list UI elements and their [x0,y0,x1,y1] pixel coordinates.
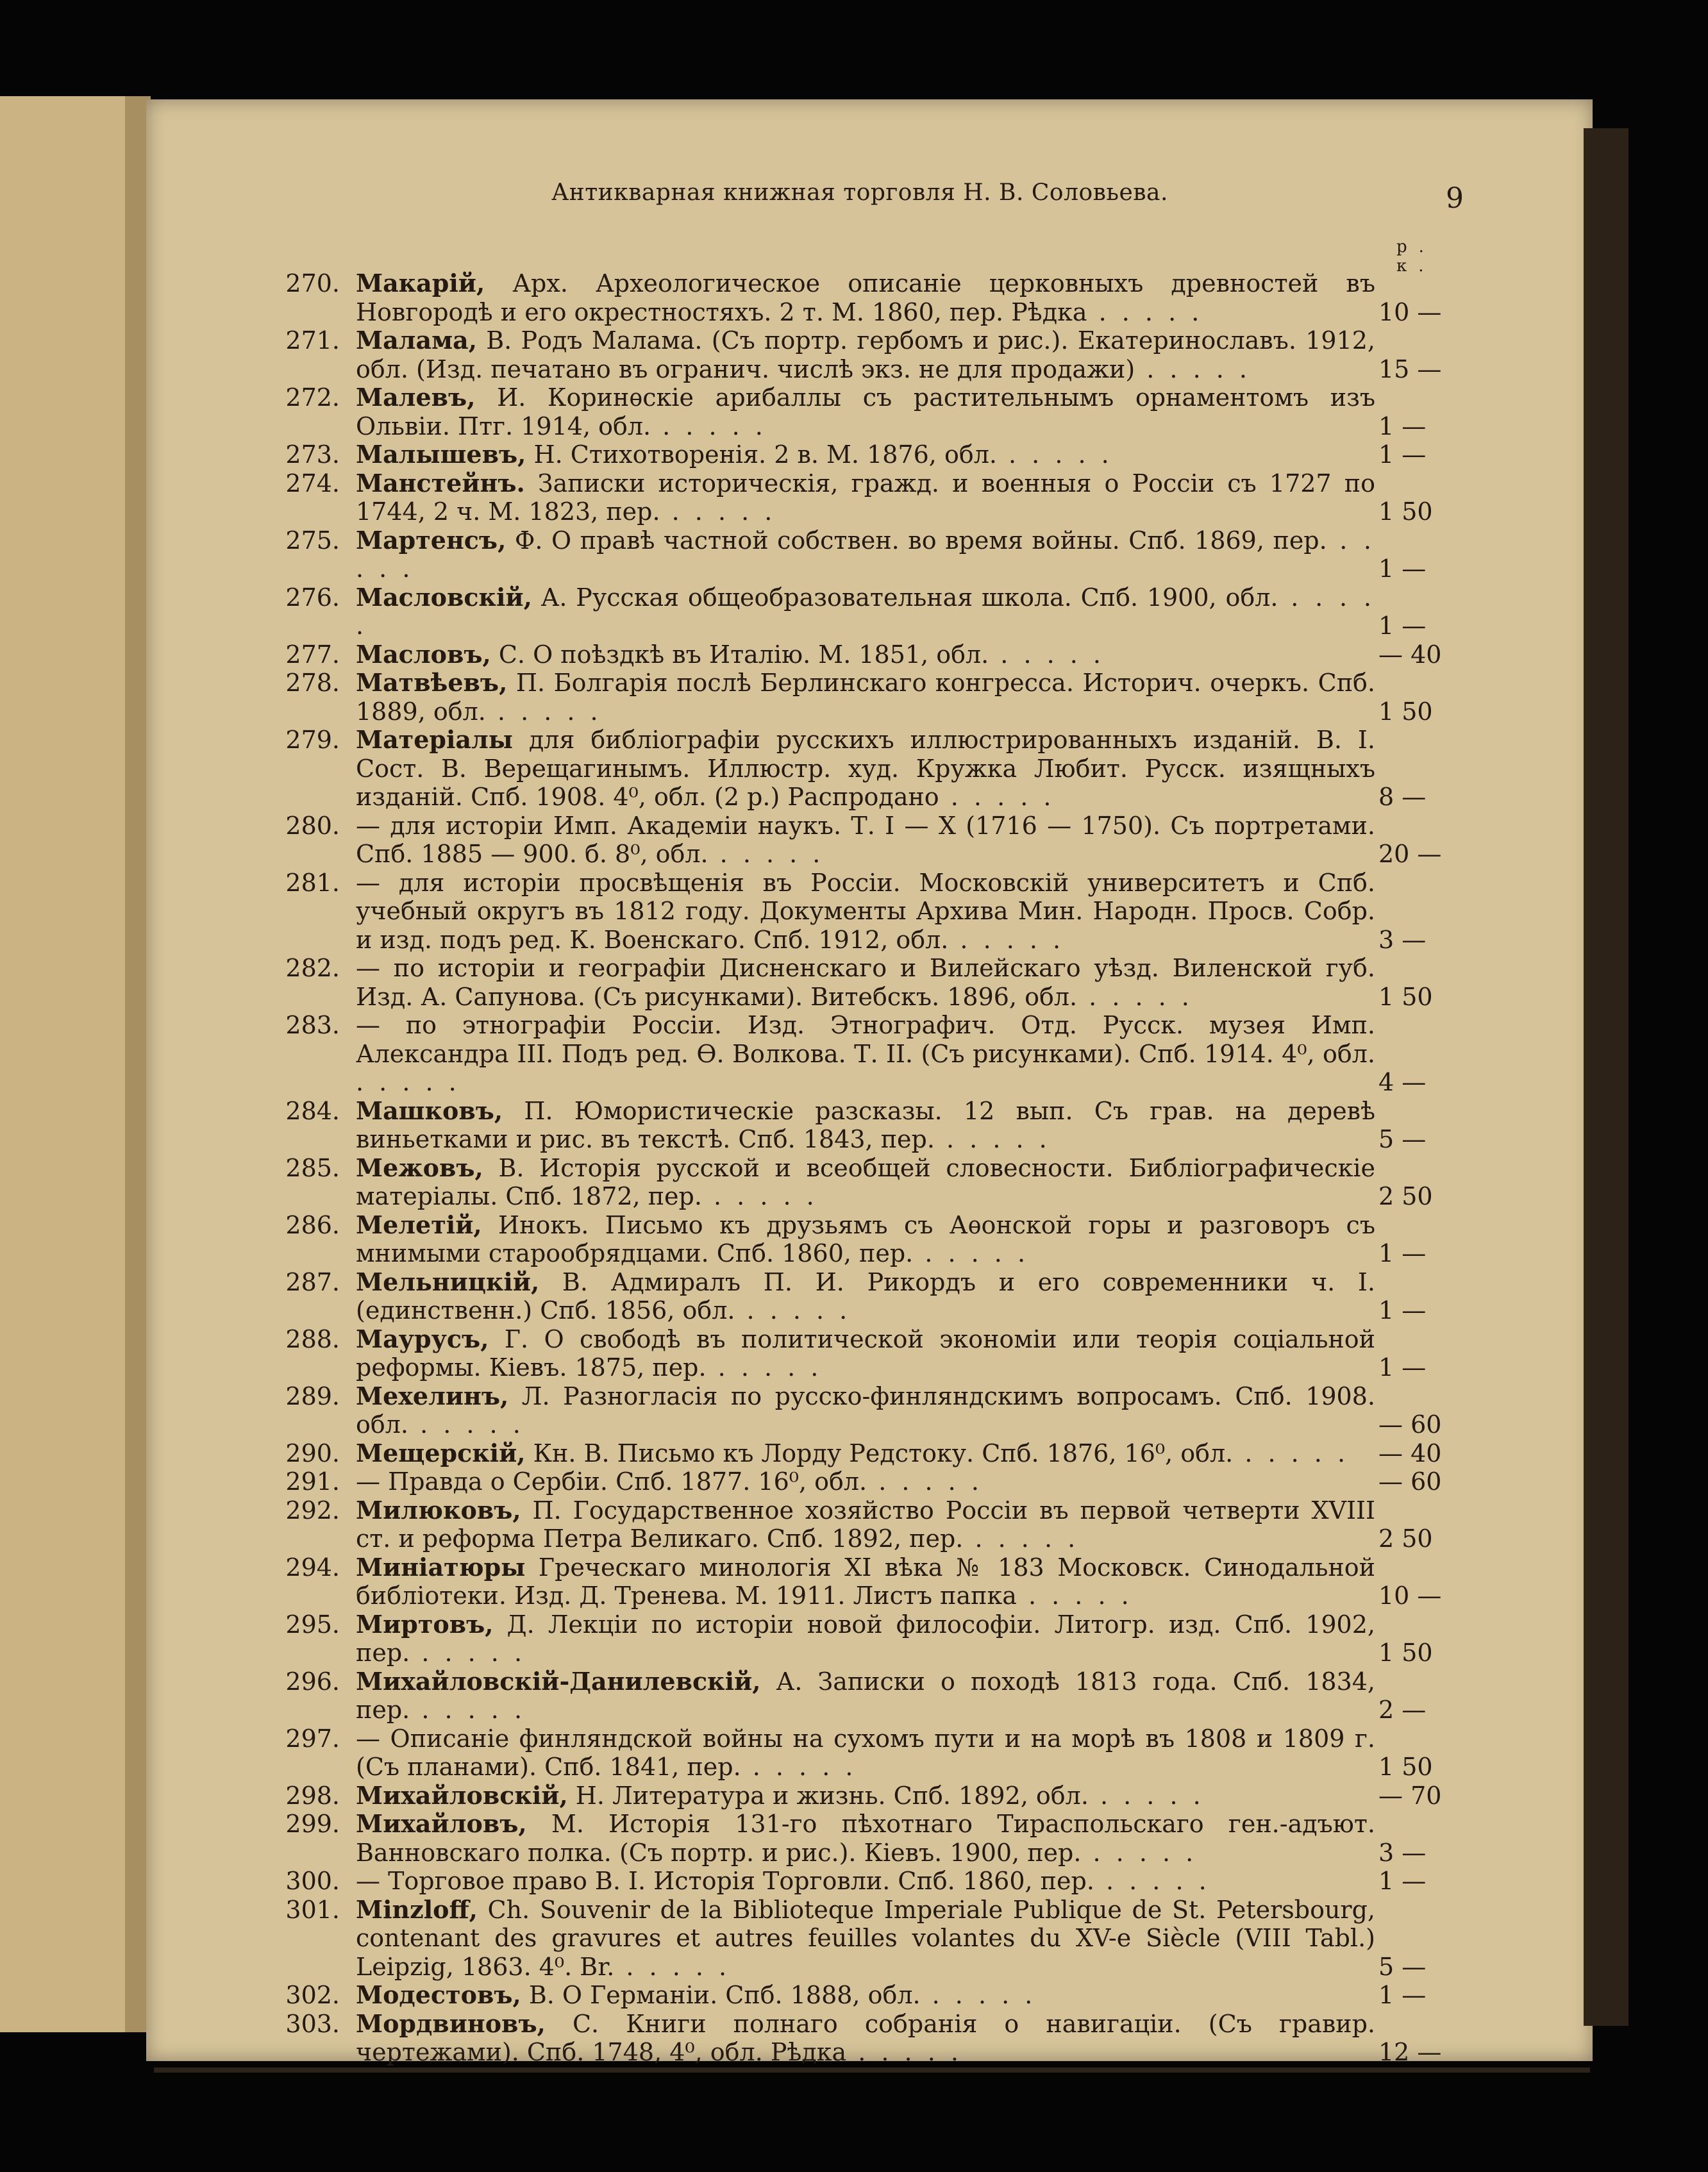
leader-dots: . . . . . [948,925,1065,954]
entry-text: С. О поѣздкѣ въ Италію. М. 1851, обл. [490,640,989,669]
entry-text: Инокъ. Письмо къ друзьямъ съ Аѳонской горы и разговоръ съ мнимыми старообрядцами. Спб. 1860, пер. [356,1210,1375,1267]
page-number: 9 [1446,182,1464,215]
catalog-entry [276,1011,1475,1097]
entry-price: — 70 [1378,1781,1442,1810]
entry-price: 1 — [1378,1981,1427,2009]
catalog-entry [276,640,1475,669]
entry-text: Ch. Souvenir de la Biblioteque Imperiale Publique de St. Petersbourg, contenant des gravures et autres feuilles volantes du XV-e Siècle (VIII Tabl.) Leipzig, 1863. 4⁰. Br. [356,1895,1375,1981]
entry-number: 283. [285,1011,340,1039]
entry-text: Записки историческія, гражд. и военныя о Россіи съ 1727 по 1744, 2 ч. М. 1823, пер. [356,469,1375,526]
entry-text: С. Книги полнаго собранія о навигаціи. (Съ гравир. чертежами). Спб. 1748, 4⁰, обл. Рѣдка [356,2009,1375,2066]
entry-price: 15 — [1378,355,1442,383]
entry-number: 292. [285,1496,340,1525]
catalog-entry [276,326,1475,383]
entry-price: — 60 [1378,1467,1442,1496]
entry-author: Михайловскій-Данилевскій, [356,1666,761,1696]
catalog-entry [276,526,1475,583]
entry-text: — по этнографіи Россіи. Изд. Этнографич. Отд. Русск. музея Имп. Александра III. Подъ ред. Ѳ. Волкова. Т. II. (Съ рисунками). Спб. 1914. 4⁰, обл. [356,1011,1375,1068]
entry-price: 1 50 [1378,1639,1433,1667]
entry-author: Михайловскій, [356,1780,568,1810]
entry-price: 8 — [1378,783,1427,811]
entry-number: 280. [285,811,340,840]
catalog-entry [276,1467,1475,1496]
entry-number: 300. [285,1867,340,1895]
catalog-entries [276,269,1475,2067]
entry-price: 4 — [1378,1068,1427,1096]
catalog-entry [276,583,1475,640]
leader-dots: . . . . . [651,412,767,440]
entry-description [356,640,1375,669]
leader-dots: . . . . . [708,840,825,868]
entry-description [356,1382,1375,1439]
entry-price: 1 50 [1378,1753,1433,1781]
entry-number: 297. [285,1724,340,1753]
leader-dots: . . . . . [1088,1781,1205,1810]
entry-description [356,469,1375,526]
leader-dots: . . . . . [920,1981,1037,2009]
entry-number: 301. [285,1895,340,1924]
entry-description [356,954,1375,1011]
leader-dots: . . . . . [356,1068,460,1096]
entry-price: — 60 [1378,1410,1442,1439]
entry-number: 298. [285,1781,340,1810]
catalog-entry [276,2010,1475,2067]
catalog-entry [276,1154,1475,1211]
entry-price: 3 — [1378,1838,1427,1867]
entry-description [356,326,1375,383]
entry-description [356,1011,1375,1097]
entry-price: 20 — [1378,840,1442,868]
entry-price: 1 — [1378,612,1427,640]
catalog-entry [276,1896,1475,1982]
entry-text: В. О Германіи. Спб. 1888, обл. [521,1981,921,2009]
catalog-entry [276,812,1475,869]
entry-number: 303. [285,2009,340,2038]
catalog-entry [276,469,1475,526]
catalog-entry [276,1211,1475,1268]
entry-author: Мехелинъ, [356,1381,509,1410]
catalog-entry [276,1439,1475,1468]
entry-number: 294. [285,1553,340,1582]
leader-dots: . . . . . [660,497,776,526]
leader-dots: . . . . . [356,526,1375,583]
leader-dots: . . . . . [1016,1582,1133,1610]
entry-price: 5 — [1378,1125,1427,1153]
leader-dots: . . . . . [701,1182,818,1210]
leader-dots: . . . . . [996,440,1113,469]
entry-price: 2 50 [1378,1182,1433,1210]
leader-dots: . . . . . [1087,297,1203,326]
entry-text: Л. Разногласія по русско-финляндскимъ вопросамъ. Спб. 1908. обл. [356,1382,1375,1439]
entry-text: Н. Стихотворенія. 2 в. М. 1876, обл. [526,440,997,469]
entry-price: 2 — [1378,1696,1427,1724]
entry-price: 5 — [1378,1952,1427,1981]
entry-description [356,1154,1375,1211]
entry-description [356,669,1375,726]
catalog-entry [276,1782,1475,1810]
entry-author: Малышевъ, [356,440,526,469]
entry-price: 12 — [1378,2038,1442,2066]
entry-author: Модестовъ, [356,1980,521,2009]
entry-author: Манстейнъ. [356,468,525,497]
entry-author: Макарій, [356,269,485,297]
catalog-entry [276,1981,1475,2010]
entry-number: 288. [285,1324,340,1353]
entry-number: 299. [285,1810,340,1838]
catalog-entry [276,669,1475,726]
entry-price: 1 — [1378,412,1427,440]
catalog-entry [276,869,1475,955]
entry-author: Малама, [356,326,477,355]
entry-author: Миніатюры [356,1552,526,1582]
entry-text: Д. Лекціи по исторіи новой философіи. Литогр. изд. Спб. 1902, пер. [356,1610,1375,1667]
catalog-entry [276,1667,1475,1725]
leader-dots: . . . . . [867,1467,983,1496]
entry-description [356,1211,1375,1268]
entry-price: — 40 [1378,640,1442,669]
leader-dots: . . . . . [1094,1867,1210,1895]
entry-description [356,440,1375,469]
entry-number: 275. [285,526,340,555]
catalog-entry [276,1810,1475,1867]
entry-text: П. Юмористическіе разсказы. 12 вып. Съ грав. на деревѣ виньетками и рис. въ текстѣ. Спб. 1843, пер. [356,1096,1375,1153]
entry-description [356,1325,1375,1382]
catalog-entry [276,1725,1475,1782]
entry-text: А. Русская общеобразовательная школа. Спб. 1900, обл. [532,583,1278,612]
entry-description [356,1896,1375,1982]
entry-description [356,1782,1375,1810]
entry-text: Н. Литература и жизнь. Спб. 1892, обл. [567,1781,1089,1810]
leader-dots: . . . . . [989,640,1105,669]
entry-price: 1 — [1378,440,1427,469]
entry-author: Машковъ, [356,1096,503,1125]
entry-author: Матеріалы [356,725,513,754]
catalog-entry [276,1382,1475,1439]
entry-number: 285. [285,1153,340,1182]
entry-text: Греческаго минологія XI вѣка № 183 Московск. Синодальной библіотеки. Изд. Д. Тренева. М. 1911. Листъ папка [356,1553,1375,1610]
entry-description [356,1439,1375,1468]
entry-text: Кн. В. Письмо къ Лорду Редстоку. Спб. 1876, 16⁰, обл. [525,1439,1234,1467]
entry-description [356,526,1375,583]
leader-dots: . . . . . [356,583,1375,640]
catalog-entry [276,269,1475,326]
entry-description [356,1097,1375,1154]
entry-text: М. Исторія 131-го пѣхотнаго Тираспольскаго ген.-адъют. Ванновскаго полка. (Съ портр. и рис.). Кіевъ. 1900, пер. [356,1810,1375,1867]
entry-description [356,583,1375,640]
entry-description [356,1867,1375,1896]
entry-number: 302. [285,1981,340,2009]
entry-number: 287. [285,1267,340,1296]
entry-number: 290. [285,1439,340,1467]
entry-price: — 40 [1378,1439,1442,1467]
catalog-entry [276,1496,1475,1553]
entry-author: Minzloff, [356,1894,478,1924]
entry-number: 270. [285,269,340,297]
leader-dots: . . . . . [408,1410,524,1439]
page-content [276,180,1475,2066]
entry-number: 271. [285,326,340,355]
entry-author: Миртовъ, [356,1609,494,1639]
entry-author: Мелетій, [356,1210,482,1239]
leader-dots: . . . . . [913,1239,1030,1267]
entry-number: 279. [285,726,340,754]
catalog-entry [276,1553,1475,1610]
page-spine-shadow [1584,128,1628,2026]
entry-text: П. Государственное хозяйство Россіи въ первой четверти XVIII ст. и реформа Петра Великаго. Спб. 1892, пер. [356,1496,1375,1553]
entry-text: — Правда о Сербіи. Спб. 1877. 16⁰, обл. [356,1467,867,1496]
entry-description [356,812,1375,869]
catalog-entry [276,726,1475,812]
leader-dots: . . . . . [934,1125,1051,1153]
entry-number: 296. [285,1667,340,1696]
page-bottom-edge [154,2068,1590,2073]
entry-price: 3 — [1378,925,1427,954]
entry-author: Масловъ, [356,639,491,669]
entry-text: И. Коринѳскіе арибаллы съ растительнымъ орнаментомъ изъ Ольвіи. Птг. 1914, обл. [356,383,1375,440]
entry-text: Арх. Археологическое описаніе церковныхъ древностей въ Новгородѣ и его окрестностяхъ. 2 т. М. 1860, пер. Рѣдка [356,269,1375,326]
leader-dots: . . . . . [1135,355,1251,383]
entry-description [356,1667,1375,1725]
entry-text: П. Болгарія послѣ Берлинскаго конгресса. Историч. очеркъ. Спб. 1889, обл. [356,669,1375,726]
entry-number: 272. [285,383,340,412]
leader-dots: . . . . . [846,2038,962,2066]
entry-text: Г. О свободѣ въ политической экономіи или теорія соціальной реформы. Кіевъ. 1875, пер. [356,1324,1375,1382]
leader-dots: . . . . . [410,1696,526,1724]
entry-number: 281. [285,868,340,897]
entry-number: 289. [285,1382,340,1410]
entry-author: Малевъ, [356,383,476,412]
entry-price: 2 50 [1378,1525,1433,1553]
entry-number: 291. [285,1467,340,1496]
entry-description [356,269,1375,326]
entry-text: В. Исторія русской и всеобщей словесности. Библіографическіе матеріалы. Спб. 1872, пер. [356,1153,1375,1210]
entry-author: Матвѣевъ, [356,668,508,697]
entry-number: 273. [285,440,340,469]
page-header [276,180,1475,276]
leader-dots: . . . . . [485,697,602,726]
entry-author: Мещерскій, [356,1438,526,1467]
entry-number: 284. [285,1096,340,1125]
entry-price: 1 50 [1378,982,1433,1011]
entry-price: 1 — [1378,1239,1427,1267]
leader-dots: . . . . . [735,1296,851,1324]
leader-dots: . . . . . [963,1525,1080,1553]
entry-author: Милюковъ, [356,1495,521,1525]
entry-text: для библіографіи русскихъ иллюстрированныхъ изданій. В. I. Сост. В. Верещагинымъ. Иллюстр. худ. Кружка Любит. Русск. изящныхъ изданій. Спб. 1908. 4⁰, обл. (2 р.) Распродано [356,726,1375,811]
entry-description [356,869,1375,955]
entry-description [356,1981,1375,2010]
entry-number: 286. [285,1210,340,1239]
entry-price: 10 — [1378,1582,1442,1610]
entry-text: А. Записки о походѣ 1813 года. Спб. 1834, пер. [356,1667,1375,1724]
catalog-entry [276,1610,1475,1667]
entry-text: — Торговое право В. I. Исторія Торговли. Спб. 1860, пер. [356,1867,1094,1895]
catalog-entry [276,1867,1475,1896]
entry-author: Мельницкій, [356,1267,540,1296]
entry-description [356,1725,1375,1782]
leader-dots: . . . . . [1233,1439,1350,1467]
entry-author: Масловскій, [356,582,532,612]
entry-description [356,1610,1375,1667]
entry-description [356,1810,1375,1867]
running-head: Антикварная книжная торговля Н. В. Соловьева. [551,180,1168,206]
entry-description [356,1553,1375,1610]
entry-text: В. Адмиралъ П. И. Рикордъ и его современники ч. I. (единственн.) Спб. 1856, обл. [356,1267,1375,1324]
leader-dots: . . . . . [614,1952,731,1981]
entry-price: 1 — [1378,555,1427,583]
entry-description [356,1496,1375,1553]
entry-author: Маурусъ, [356,1324,489,1353]
leader-dots: . . . . . [706,1353,823,1382]
catalog-entry [276,1268,1475,1325]
entry-author: Межовъ, [356,1153,483,1182]
entry-description [356,726,1375,812]
entry-text: — Описаніе финляндской войны на сухомъ пути и на морѣ въ 1808 и 1809 г. (Съ планами). Спб. 1841, пер. [356,1724,1375,1781]
entry-text: — для исторіи Имп. Академіи наукъ. Т. I — X (1716 — 1750). Съ портретами. Спб. 1885 — 900. б. 8⁰, обл. [356,811,1375,868]
entry-text: — для исторіи просвѣщенія въ Россіи. Московскій университетъ и Спб. учебный округъ въ 1812 году. Документы Архива Мин. Народн. Просв. Собр. и изд. подъ ред. К. Военскаго. Спб. 1912, обл. [356,868,1375,954]
currency-labels: р. к. [1396,237,1436,276]
entry-price: 1 50 [1378,697,1433,726]
leader-dots: . . . . . [939,783,1055,811]
catalog-entry [276,954,1475,1011]
leader-dots: . . . . . [741,1753,857,1781]
entry-price: 1 50 [1378,497,1433,526]
entry-description [356,1268,1375,1325]
entry-number: 274. [285,469,340,497]
entry-author: Михайловъ, [356,1809,527,1838]
entry-price: 1 — [1378,1867,1427,1895]
entry-number: 277. [285,640,340,669]
leader-dots: . . . . . [1081,1838,1198,1867]
entry-number: 276. [285,583,340,612]
catalog-entry [276,1097,1475,1154]
entry-text: Ф. О правѣ частной собствен. во время войны. Спб. 1869, пер. [506,526,1327,555]
entry-number: 295. [285,1610,340,1639]
entry-price: 10 — [1378,297,1442,326]
entry-number: 278. [285,669,340,697]
leader-dots: . . . . . [1077,982,1193,1011]
catalog-entry [276,1325,1475,1382]
leader-dots: . . . . . [410,1639,526,1667]
entry-price: 1 — [1378,1296,1427,1324]
entry-price: 1 — [1378,1353,1427,1382]
entry-description [356,383,1375,440]
entry-description [356,1467,1375,1496]
entry-number: 282. [285,954,340,982]
entry-text: В. Родъ Малама. (Съ портр. гербомъ и рис.). Екатеринославъ. 1912, обл. (Изд. печатано въ огранич. числѣ экз. не для продажи) [356,326,1375,383]
catalog-entry [276,440,1475,469]
entry-description [356,2010,1375,2067]
entry-text: — по исторіи и географіи Дисненскаго и Вилейскаго уѣзд. Виленской губ. Изд. А. Сапунова. (Съ рисунками). Витебскъ. 1896, обл. [356,954,1375,1011]
catalog-entry [276,383,1475,440]
entry-author: Мартенсъ, [356,525,507,555]
entry-author: Мордвиновъ, [356,2009,546,2038]
